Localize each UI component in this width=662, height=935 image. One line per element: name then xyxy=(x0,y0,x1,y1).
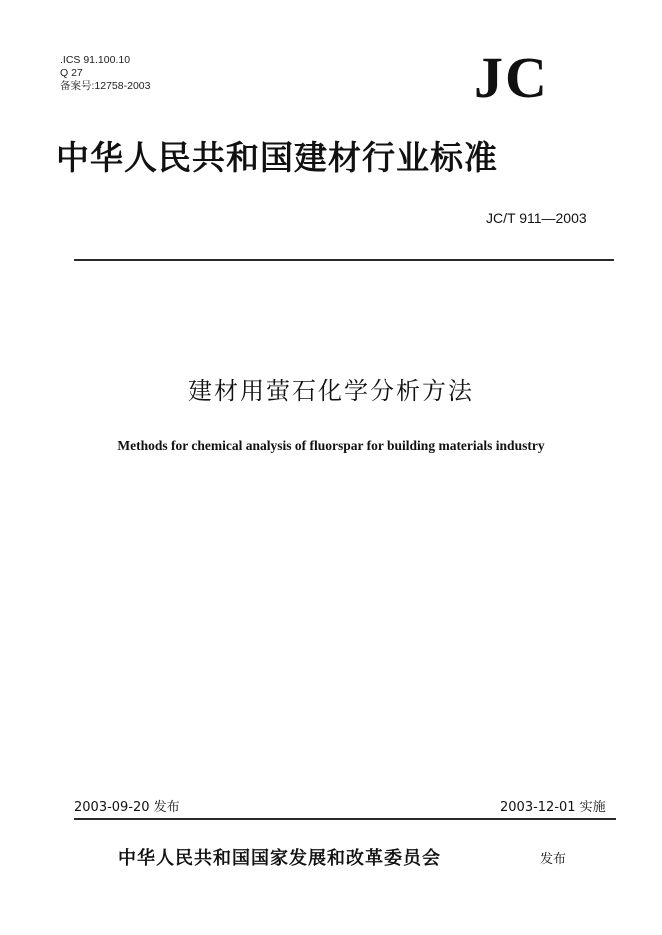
record-number: 备案号:12758-2003 xyxy=(60,80,151,92)
issue-date: 2003-09-20 发布 xyxy=(74,800,180,815)
ics-code: .ICS 91.100.10 xyxy=(60,54,131,66)
jc-logo: JC xyxy=(474,45,549,110)
industry-standard-header: 中华人民共和国建材行业标准 xyxy=(56,138,498,177)
bottom-divider xyxy=(74,818,616,820)
issuing-authority: 中华人民共和国国家发展和改革委员会 xyxy=(118,848,441,869)
classification-block xyxy=(60,54,150,93)
implementation-date: 2003-12-01 实施 xyxy=(500,800,606,815)
issuing-authority-suffix: 发布 xyxy=(540,852,567,867)
ccs-code: Q 27 xyxy=(60,67,83,79)
document-title-english: Methods for chemical analysis of fluorspar for building materials industry xyxy=(117,438,545,453)
top-divider xyxy=(74,259,614,261)
standard-number: JC/T 911—2003 xyxy=(486,210,587,226)
document-title-chinese: 建材用萤石化学分析方法 xyxy=(188,377,474,405)
